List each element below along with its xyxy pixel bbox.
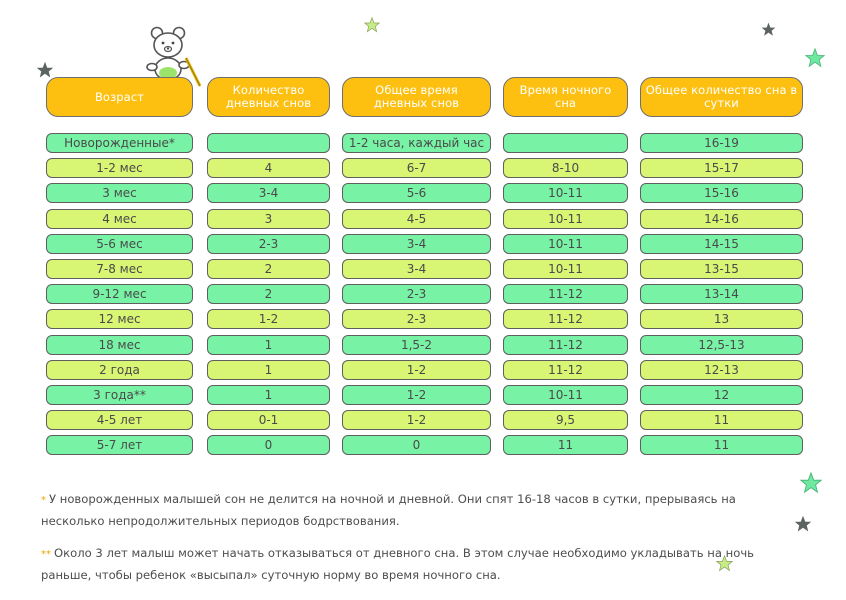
cell-total-sleep: 13 [640, 309, 803, 329]
cell-total-sleep: 16-19 [640, 133, 803, 153]
cell-total-sleep: 15-17 [640, 158, 803, 178]
cell-night-sleep: 11 [503, 435, 628, 455]
header-night-sleep [503, 77, 628, 117]
cell-night-sleep: 8-10 [503, 158, 628, 178]
cell-nap-time: 1-2 [342, 385, 491, 405]
cell-nap-count: 3-4 [207, 183, 330, 203]
cell-age: 2 года [46, 360, 193, 380]
cell-night-sleep: 11-12 [503, 284, 628, 304]
cell-age: 5-6 мес [46, 234, 193, 254]
cell-night-sleep: 10-11 [503, 385, 628, 405]
cell-age: 5-7 лет [46, 435, 193, 455]
footnote-text: Около 3 лет малыш может начать отказываться от дневного сна. В этом случае необходимо укладывать на ночь раньше, чтобы ребенок «высыпал» суточную норму во время ночного сна. [41, 546, 754, 582]
header-age-label: Возраст [94, 89, 145, 104]
cell-age: 1-2 мес [46, 158, 193, 178]
cell-nap-time: 3-4 [342, 259, 491, 279]
cell-nap-count: 1 [207, 360, 330, 380]
cell-age: 9-12 мес [46, 284, 193, 304]
footnote-three-years [41, 543, 781, 586]
cell-nap-time: 1-2 [342, 410, 491, 430]
cell-nap-count: 1-2 [207, 309, 330, 329]
cell-nap-count: 2 [207, 284, 330, 304]
cell-total-sleep: 15-16 [640, 183, 803, 203]
footnote-marker: ** [41, 549, 51, 560]
cell-age: 4 мес [46, 209, 193, 229]
cell-nap-time: 5-6 [342, 183, 491, 203]
cell-nap-count: 1 [207, 335, 330, 355]
footnote-text: У новорожденных малышей сон не делится на ночной и дневной. Они спят 16-18 часов в сутки, прерываясь на несколько непродолжительных периодов бодрствования. [41, 492, 736, 528]
cell-night-sleep: 10-11 [503, 259, 628, 279]
cell-night-sleep: 10-11 [503, 183, 628, 203]
cell-total-sleep: 11 [640, 410, 803, 430]
cell-age: 18 мес [46, 335, 193, 355]
cell-nap-time: 3-4 [342, 234, 491, 254]
cell-total-sleep: 13-14 [640, 284, 803, 304]
cell-total-sleep: 12,5-13 [640, 335, 803, 355]
cell-total-sleep: 13-15 [640, 259, 803, 279]
cell-nap-count: 0-1 [207, 410, 330, 430]
cell-nap-count: 2 [207, 259, 330, 279]
header-total-sleep-label: Общее количество сна в сутки [645, 83, 798, 110]
cell-total-sleep: 14-15 [640, 234, 803, 254]
cell-age: 4-5 лет [46, 410, 193, 430]
cell-nap-time: 0 [342, 435, 491, 455]
cell-night-sleep [503, 133, 628, 153]
cell-night-sleep: 10-11 [503, 209, 628, 229]
cell-night-sleep: 11-12 [503, 335, 628, 355]
star-icon [805, 48, 825, 68]
cell-nap-count: 1 [207, 385, 330, 405]
header-nap-count [207, 77, 330, 117]
cell-nap-time: 6-7 [342, 158, 491, 178]
star-icon [761, 22, 776, 37]
cell-night-sleep: 11-12 [503, 360, 628, 380]
cell-nap-count: 2-3 [207, 234, 330, 254]
header-total-sleep [640, 77, 803, 117]
header-age [46, 77, 193, 117]
star-icon [364, 17, 380, 33]
cell-age: 12 мес [46, 309, 193, 329]
cell-total-sleep: 14-16 [640, 209, 803, 229]
header-nap-time-label: Общее время дневных снов [373, 83, 460, 110]
cell-nap-time: 2-3 [342, 309, 491, 329]
cell-nap-count [207, 133, 330, 153]
star-icon [794, 515, 812, 533]
star-icon [800, 472, 822, 494]
header-night-sleep-label: Время ночного сна [519, 83, 612, 110]
cell-nap-time: 1-2 часа, каждый час [342, 133, 491, 153]
header-nap-count-label: Количество дневных снов [225, 83, 312, 110]
cell-total-sleep: 12 [640, 385, 803, 405]
cell-nap-time: 4-5 [342, 209, 491, 229]
footnote-newborn [41, 489, 781, 532]
star-icon [36, 61, 54, 79]
cell-night-sleep: 10-11 [503, 234, 628, 254]
cell-nap-time: 2-3 [342, 284, 491, 304]
cell-age: 3 года** [46, 385, 193, 405]
footnote-marker: * [41, 495, 46, 506]
cell-nap-count: 4 [207, 158, 330, 178]
header-nap-time [342, 77, 491, 117]
cell-nap-time: 1-2 [342, 360, 491, 380]
cell-nap-time: 1,5-2 [342, 335, 491, 355]
cell-age: Новорожденные* [46, 133, 193, 153]
cell-nap-count: 0 [207, 435, 330, 455]
cell-night-sleep: 9,5 [503, 410, 628, 430]
cell-age: 7-8 мес [46, 259, 193, 279]
cell-night-sleep: 11-12 [503, 309, 628, 329]
cell-total-sleep: 11 [640, 435, 803, 455]
cell-age: 3 мес [46, 183, 193, 203]
cell-nap-count: 3 [207, 209, 330, 229]
cell-total-sleep: 12-13 [640, 360, 803, 380]
